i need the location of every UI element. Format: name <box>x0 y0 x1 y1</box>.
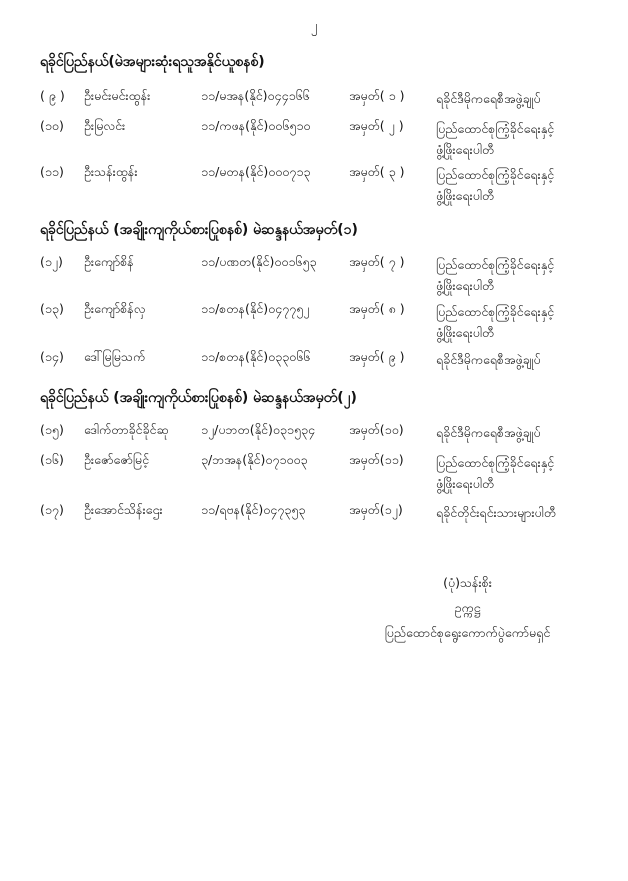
section-heading: ရခိုင်ပြည်နယ် (အချိုးကျကိုယ်စားပြုစနစ်) မဲဆန္ဒနယ်အမှတ်(၁) <box>40 222 358 238</box>
party-name-line2: ဖွံ့ဖြိုးရေးပါတီ <box>436 142 495 157</box>
list-item <box>0 118 628 158</box>
party-name-line2: ဖွံ့ဖြိုးရေးပါတီ <box>436 476 495 491</box>
constituency: အမှတ်(၁၀) <box>349 422 404 437</box>
entry-number: (၁၃) <box>40 301 64 316</box>
id-number: ၁၁/မအန(နိုင်)၀၄၄၁၆၆ <box>201 88 310 103</box>
constituency: အမှတ်(၁၂) <box>349 502 403 517</box>
id-number: ၁၁/စတန(နိုင်)၀၄၇၇၅၂ <box>201 301 310 316</box>
list-item <box>0 301 628 341</box>
party-name: ပြည်ထောင်စုကြံ့ခိုင်ရေးနှင့် <box>436 121 555 136</box>
constituency: အမှတ်(၁၁) <box>349 452 404 467</box>
constituency: အမှတ်( ၉ ) <box>349 349 405 364</box>
party-name: ပြည်ထောင်စုကြံ့ခိုင်ရေးနှင့် <box>436 167 555 182</box>
signatory-organization: ပြည်ထောင်စုရွေးကောက်ပွဲကော်မရှင် <box>384 625 551 640</box>
id-number: ၁၂/ပဘတ(နိုင်)၀၃၁၅၃၄ <box>201 422 316 437</box>
constituency: အမှတ်( ၇ ) <box>349 254 405 269</box>
party-name-line2: ဖွံ့ဖြိုးရေးပါတီ <box>436 278 495 293</box>
list-item <box>0 502 628 542</box>
candidate-name: ဦးကျော်စိန် <box>84 254 134 269</box>
entry-number: (၁၆) <box>40 452 64 467</box>
candidate-name: ဦးမင်းမင်းထွန်း <box>84 88 151 103</box>
constituency: အမှတ်( ၈ ) <box>349 301 405 316</box>
constituency: အမှတ်( ၁ ) <box>349 88 405 103</box>
entry-number: (၁၁) <box>40 164 64 179</box>
list-item <box>0 164 628 204</box>
candidate-name: ဦးမြလင်း <box>84 118 126 133</box>
entry-number: (၁၀) <box>40 118 64 133</box>
constituency: အမှတ်( ၂ ) <box>349 118 404 133</box>
id-number: ၁၁/မတန(နိုင်)၀၀၀၇၁၃ <box>201 164 311 179</box>
party-name: ပြည်ထောင်စုကြံ့ခိုင်ရေးနှင့် <box>436 257 555 272</box>
constituency: အမှတ်( ၃ ) <box>349 164 405 179</box>
entry-number: (၁၅) <box>40 422 64 437</box>
id-number: ၁၁/စတန(နိုင်)၀၃၃၀၆၆ <box>201 349 311 364</box>
party-name-line2: ဖွံ့ဖြိုးရေးပါတီ <box>436 188 495 203</box>
section-heading: ရခိုင်ပြည်နယ် (အချိုးကျကိုယ်စားပြုစနစ်) မဲဆန္ဒနယ်အမှတ်(၂) <box>40 390 357 406</box>
signatory-name: (ပုံ)သန်းစိုး <box>443 575 492 590</box>
entry-number: (၁၄) <box>40 349 64 364</box>
section-heading: ရခိုင်ပြည်နယ်(မဲအများဆုံးရသူအနိုင်ယူစနစ်) <box>40 54 265 70</box>
id-number: ၁၁/ကဖန(နိုင်)၀၀၆၅၁၀ <box>201 118 311 133</box>
id-number: ၁၁/ရဗန(နိုင်)၀၄၇၃၅၃ <box>201 502 306 517</box>
party-name: ရခိုင်ဒီမိုကရေစီအဖွဲ့ချုပ် <box>436 352 541 367</box>
party-name: ပြည်ထောင်စုကြံ့ခိုင်ရေးနှင့် <box>436 304 555 319</box>
signature-block <box>360 570 575 645</box>
candidate-name: ဒေါ်မြမြသက် <box>84 349 146 364</box>
page-number: ၂ <box>310 19 318 34</box>
entry-number: ( ၉ ) <box>40 88 65 103</box>
party-name-line2: ဖွံ့ဖြိုးရေးပါတီ <box>436 325 495 340</box>
list-item <box>0 349 628 389</box>
party-name: ရခိုင်ဒီမိုကရေစီအဖွဲ့ချုပ် <box>436 425 541 440</box>
candidate-name: ဦးဇော်ဇော်မြင့် <box>84 452 150 467</box>
id-number: ၃/ဘအန(နိုင်)၀၇၁၀၀၃ <box>201 452 308 467</box>
party-name: ရခိုင်တိုင်းရင်းသားများပါတီ <box>436 505 556 520</box>
party-name: ရခိုင်ဒီမိုကရေစီအဖွဲ့ချုပ် <box>436 91 541 106</box>
list-item <box>0 254 628 294</box>
party-name: ပြည်ထောင်စုကြံ့ခိုင်ရေးနှင့် <box>436 455 555 470</box>
signatory-title: ဥက္ကဋ္ဌ <box>454 600 481 615</box>
list-item <box>0 452 628 492</box>
candidate-name: ဦးအောင်သိန်းဌေး <box>84 502 163 517</box>
entry-number: (၁၂) <box>40 254 63 269</box>
candidate-name: ဦးသန်းထွန်း <box>84 164 138 179</box>
id-number: ၁၁/ပဏတ(နိုင်)၀၀၁၆၅၃ <box>201 254 317 269</box>
candidate-name: ဒေါက်တာခိုင်ခိုင်ဆု <box>84 422 169 437</box>
candidate-name: ဦးကျော်စိန်လှ <box>84 301 146 316</box>
entry-number: (၁၇) <box>40 502 64 517</box>
